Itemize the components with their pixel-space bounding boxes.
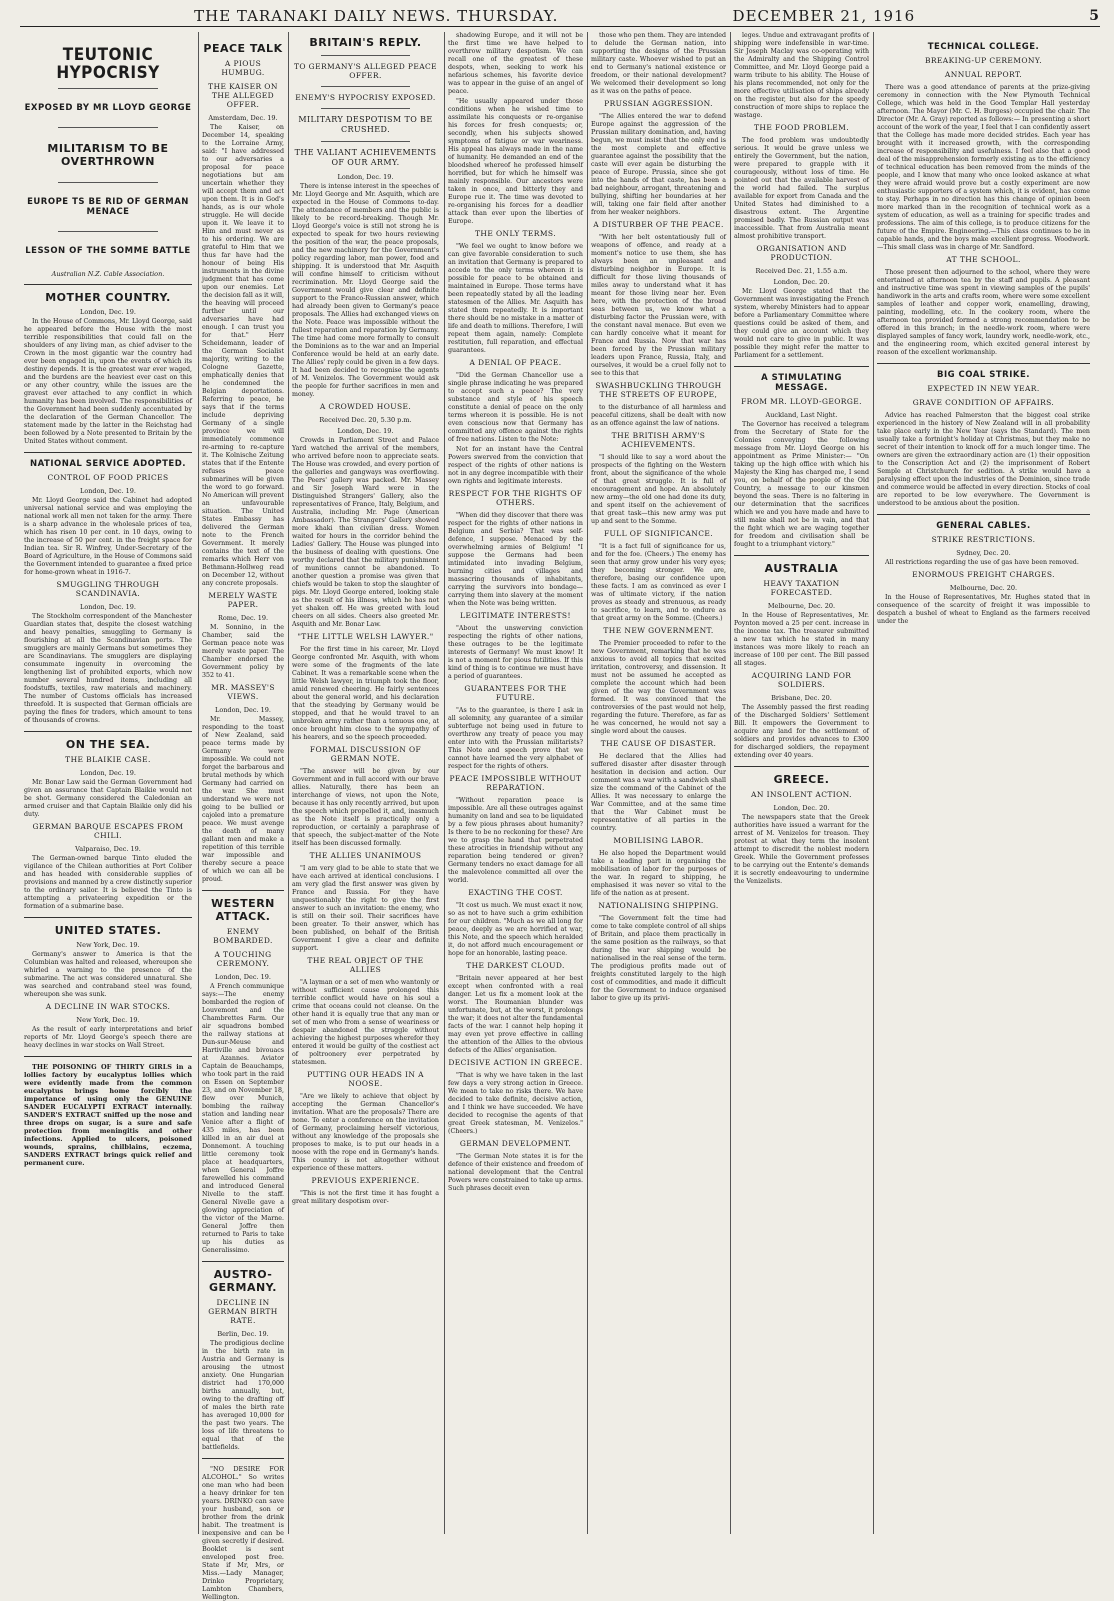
section-head-big-coal-strike: BIG COAL STRIKE. <box>936 370 1031 380</box>
article-text: In the House of Representatives, Mr. Hughes stated that in consequence of the scarcity of freight it was impossible to despatch a bushel of wheat to England as the farmers received under the <box>877 594 1090 625</box>
dateline: Amsterdam, Dec. 19. <box>208 114 278 122</box>
subhead-breaking-up: BREAKING-UP CEREMONY. <box>924 56 1043 65</box>
divider <box>58 231 159 232</box>
subhead-legitimate-interests: LEGITIMATE INTERESTS! <box>460 611 571 620</box>
section-head-austro-germany: AUSTRO-GERMANY. <box>208 1268 277 1294</box>
dateline: London, Dec. 19. <box>215 706 271 714</box>
subhead-new-government: THE NEW GOVERNMENT. <box>603 626 714 635</box>
article-text: There was a good attendance of parents at the prize-giving ceremony in connection with the New Plymouth Technical College, which was held in the Good Templar Hall yesterday afternoon. The Mayor (Mr. C. H. Burgess) occupied the chair. The Director (Mr. A. Gray) reported as follows:— In presenting a short account of the work of the year, I feel that I can confidently assert that the College has made more decided strides. Each year has brought with it increased growth, with the corresponding increase of responsibility and usefulness. I feel also that a good deal of the misapprehension formerly existing as to the efficiency of technical education has been removed from the minds of the people, and I know that many who once looked askance at what they were afraid would prove but a costly experiment are now enthusiastic supporters of a system which, it is evident, has come to stay. Perhaps in no direction has this change of opinion been more marked than in the recognition of technical work as a system of education, as well as a training for specific trades and professions. The aim of this college, is to produce citizens for the future of the Empire. Engineering.—This class continues to be in capable hands, and the boys make excellent progress. Woodwork.—This small class was in charge of Mr. Sandford. <box>877 84 1090 251</box>
dateline: London, Dec. 19. <box>80 308 136 316</box>
article-text: The newspapers state that the Greek authorities have issued a warrant for the arrest of M. Venizelos for treason. They protest at what they term the insolent attempt to discredit the noblest modern Greek. While the Government professes to be carrying out the Entente's demands it is secretly endeavouring to undermine the Venizelists. <box>734 814 869 885</box>
column-rule <box>730 32 731 1534</box>
article-text: There is intense interest in the speeches of Mr. Lloyd George and Mr. Asquith, which are expected in the House of Commons to-day. The attendance of members and the public is likely to be record-breaking. Though Mr. Lloyd George's voice is still not strong he is expected to speak for two hours reviewing the position of the war, the peace proposals, and the new machinery for the Government's policy regarding labor, man power, food and shipping. It is understood that Mr. Asquith will confine himself to criticism without recrimination. Mr. Lloyd George said the Government would give clear and definite support to the Franco-Russian answer, which had already been given to Germany's peace proposals. The Allies had exchanged views on the Note. Peace was impossible without the fullest reparation and reparation by Germany. The time had come more formally to consult the Dominions as to the war and an Imperial Conference would be held at an early date. The Allies' reply could be given in a few days. It had been decided to recognise the agents of M. Venizelos. The Government would ask the people for further sacrifices in men and money. <box>292 183 439 398</box>
dateline: London, Dec. 19. <box>80 487 136 495</box>
article-text: The prodigious decline in the birth rate in Austria and Germany is arousing the utmost anxiety. One Hungarian district had 170,000 births annually, but, owing to the drafting off of males the birth rate has averaged 10,000 for the past two years. The loss of life threatens to equal that of the battlefields. <box>202 1340 284 1451</box>
subhead-british-army: THE BRITISH ARMY'S ACHIEVEMENTS. <box>611 431 706 449</box>
dateline: New York, Dec. 19. <box>76 1016 140 1024</box>
subhead-mobilising-labor: MOBILISING LABOR. <box>613 836 704 845</box>
column-2 <box>202 32 284 1601</box>
subhead-somme: LESSON OF THE SOMME BATTLE <box>25 246 191 256</box>
subhead-heavy-taxation: HEAVY TAXATION FORECASTED. <box>763 579 840 597</box>
subhead-war-stocks: A DECLINE IN WAR STOCKS. <box>45 1002 171 1011</box>
divider <box>734 766 869 767</box>
subhead-noose: PUTTING OUR HEADS IN A NOOSE. <box>307 1070 424 1088</box>
article-text: In the House of Representatives, Mr. Poynton moved a 25 per cent. increase in the income tax. The treasurer submitted a new tax which he stated in many instances was more likely to reach an increase of 100 per cent. The Bill passed all stages. <box>734 612 869 667</box>
dateline: Melbourne, Dec. 20. <box>949 584 1018 592</box>
dateline: Auckland, Last Night. <box>765 411 838 419</box>
masthead <box>20 6 1100 27</box>
section-head-greece: GREECE. <box>773 773 830 786</box>
article-text: The Kaiser, on December 14, speaking to the Lorraine Army, said: "I have addressed to our adversaries a proposal for peace negotiations but am uncertain whether they will accept them and act upon them. It is in God's hands, as is our whole struggle. He will decide upon it. We leave it to Him and must never as to his ordering. We are grateful to Him that we thus far have had the honour of being His instruments in the divine judgment that has come upon our enemies. Let the decision fall as it will, the heaving will proceed further until our adversaries have had enough. I can trust you for that." Herr Scheidemann, leader of the German Socialist majority, writing to the Cologne Gazette, emphatically denies that he condemned the Belgian deportations. Referring to peace, he says that if the terms include depriving Germany of a single province we will immediately commence re-arming to re-capture it. The Kolnische Zeitung states that if the Entente refuses peace submarines will be given the word to go forward. No American will prevent an unfavourable situation. The United States Embassy has delivered the German note to the French Government. It merely contains the text of the remarks which Herr von Bethmann-Hollweg read on December 12, without any concrete proposals. <box>202 124 284 587</box>
divider <box>734 555 869 556</box>
section-head-mother-country: MOTHER COUNTRY. <box>45 291 171 304</box>
dateline: London, Dec. 20. <box>773 804 830 812</box>
section-head-on-the-sea: ON THE SEA. <box>65 738 151 751</box>
article-text: "It cost us much. We must exact it now, so as not to have such a grim exhibition for our children. "Much as we all long for peace, deeply as we are horrified at war, this Note, and the speech which heralded it, do not afford much encouragement or hope for an honorable, lasting peace. <box>448 902 583 957</box>
subhead-from-lloyd-george: FROM MR. LLOYD-GEORGE. <box>741 397 862 406</box>
subhead-strike-restrictions: STRIKE RESTRICTIONS. <box>931 535 1036 544</box>
article-text: "As to the guarantee, is there I ask in all solemnity, any guarantee of a similar subterfuge not being used in future to overthrow any treaty of peace you may enter into with the Prussian militarists? This Note and speech prove that we cannot have learned the very alphabet of respect for the rights of others. <box>448 707 583 770</box>
subhead-grave-condition: GRAVE CONDITION OF AFFAIRS. <box>912 398 1055 407</box>
article-text: A French communique says:—The enemy bombarded the region of Louvemont and the Chambrettes Farm. Our air squadrons bombed the railway stations at Dun-sur-Meuse and Hartiville and bivouacs at Azannes. Aviator Captain de Beauchamps, who took part in the raid on Essen on September 23, and on November 18, flew over Munich, bombing the railway station and landing near Venice after a flight of 435 miles, has been killed in an air duel at Donnemont. A touching little ceremony took place at headquarters, when General Joffre farewelled his command and introduced General Nivelle to the staff. General Nivelle gave a glowing appreciation of the victor of the Marne. General Joffre then returned to Paris to take up his duties as Generalissimo. <box>202 983 284 1254</box>
article-text: The Governor has received a telegram from the Secretary of State for the Colonies conveying the following message from Mr. Lloyd George on his appointment as Prime Minister:— "On taking up the high office with which his Majesty the King has charged me, I send you, on behalf of the people of the Old Country, a message to our kinsmen beyond the seas. There is no faltering in our determination that the sacrifices which we and you have made and have to still make shall not be in vain, and that the fight which we are waging together for freedom and civilisation shall be fought to a triumphant victory." <box>734 421 869 548</box>
article-text: Advice has reached Palmerston that the biggest coal strike experienced in the history of New Zealand will in all probability take place early in the New Year (says the Standard). The men usually take a fortnight's holiday at Christmas, but they make no secret of their intention to knock off for a much longer time. The owners are given the extraordinary action are (1) their opposition to the Conscription Act and (2) the imprisonment of Robert Semple at Christchurch for sedition. A strike would have a paralysing effect upon the industries of the Dominion, since trade and commerce would be affected in every direction. Stocks of coal are reported to be low everywhere. The Government is understood to be anxious about the position. <box>877 412 1090 507</box>
section-head-western-attack: WESTERN ATTACK. <box>211 897 275 923</box>
advertisement-sanders: THE POISONING OF THIRTY GIRLS in a lollies factory by eucalyptus lollies which were evidently made from the common eucalyptus brings home forcibly the importance of using only the GENUINE SANDER EUCALYPTI EXTRACT internally. SANDER'S EXTRACT sniffed up the nose and three drops on sugar, is a sure and safe protection from meningitis and other infections. Applied to ulcers, poisoned wounds, sprains, chilblains, eczema, SANDERS EXTRACT brings quick relief and permanent cure. <box>24 1063 192 1167</box>
divider <box>202 890 284 891</box>
dateline: New York, Dec. 19. <box>76 941 140 949</box>
divider <box>321 141 409 142</box>
subhead-europe: EUROPE TS BE RID OF GERMAN MENACE <box>27 197 189 217</box>
divider <box>734 366 869 367</box>
subhead-german-barque: GERMAN BARQUE ESCAPES FROM CHILI. <box>32 822 184 840</box>
column-rule <box>198 32 199 1534</box>
section-head-technical-college: TECHNICAL COLLEGE. <box>927 42 1040 52</box>
article-text: "With her belt ostentatiously full of weapons of offence, and ready at a moment's notice to use them, she has always been an unpleasant and disturbing neighbor in Europe. It is difficult for those living thousands of miles away to understand what it has meant for those living near her. Even here, with the protection of the broad seas between us, we know what a disturbing factor the Prussian were, with the constant naval menace. But even we can hardly conceive what it meant for France and Russia. Now that war has been forced by the Prussian military leaders upon France, Russia, Italy, and ourselves, it would be a cruel folly not to see to this that <box>591 234 726 377</box>
divider <box>58 88 159 89</box>
subhead-kaiser: THE KAISER ON THE ALLEGED OFFER. <box>208 82 278 109</box>
article-text: to the disturbance of all harmless and peaceful citizens, shall be dealt with now as an offence against the law of nations. <box>591 404 726 427</box>
subhead-alleged-offer: TO GERMANY'S ALLEGED PEACE OFFER. <box>293 62 438 80</box>
divider <box>202 1458 284 1459</box>
subhead-only-terms: THE ONLY TERMS. <box>474 229 556 238</box>
subhead-significance: FULL OF SIGNIFICANCE. <box>603 529 714 538</box>
dateline: London, Dec. 19. <box>80 603 136 611</box>
article-text: The food problem was undoubtedly serious. It would be grave unless we entirely the Government, but the nation, were prepared to grapple with it courageously, without loss of time. He pointed out that the available harvest of the world had failed. The surplus available for export from Canada and the United States had diminished to a disastrous extent. The Argentine promised badly. The Russian output was inaccessible. That from Australia meant almost prohibitive transport. <box>734 137 869 240</box>
subhead-pious-humbug: A PIOUS HUMBUG. <box>221 59 265 77</box>
subhead-achievements: THE VALIANT ACHIEVEMENTS OF OUR ARMY. <box>294 148 437 167</box>
column-1 <box>24 32 192 1534</box>
column-rule <box>587 32 588 1534</box>
subhead-annual-report: ANNUAL REPORT. <box>944 70 1023 79</box>
advertisement-drinko: "NO DESIRE FOR ALCOHOL." So writes one man who had been a heavy drinker for ten years. DRINKO can save your husband, son or brother from the drink habit. The treatment is inexpensive and can be given secretly if desired. Booklet is sent enveloped post free. State if Mr, Mrs, or Miss.—Lady Manager, Drinko Proprietary, Lambton Chambers, Wellington. <box>202 1465 284 1601</box>
article-text: "This is not the first time it has fought a great military despotism over- <box>292 1190 439 1205</box>
article-text: M. Sonnino, in the Chamber, said the German peace note was merely waste paper. The Chamber endorsed the Government policy by 352 to 41. <box>202 624 284 679</box>
dateline: Rome, Dec. 19. <box>217 614 269 622</box>
dateline: Brisbane, Dec. 20. <box>771 694 832 702</box>
subhead-blaikie: THE BLAIKIE CASE. <box>65 755 151 764</box>
section-head-britains-reply: BRITAIN'S REPLY. <box>309 36 422 49</box>
divider <box>58 127 159 128</box>
article-text: Mr. Massey, responding to the toast of New Zealand, said peace terms made by Germany were impossible. We could not forget the barbarous and brutal methods by which Germany had carried on the war. She must understand we were not going to be bullied or cajoled into a premature peace. We must avenge the death of many gallant men and make a repetition of this terrible war impossible and thereby secure a peace of which we can all be proud. <box>202 716 284 883</box>
subhead-cause-of-disaster: THE CAUSE OF DISASTER. <box>600 739 717 748</box>
article-text: He also hoped the Department would take a leading part in organising the mobilisation of labor for the purposes of the war. In regard to shipping, he emphasised it was never so vital to the life of the nation as at present. <box>591 850 726 897</box>
article-text: He declared that the Allies had suffered disaster after disaster through hesitation in decision and action. Our comment was a war with a sandwich shall size the command of the Cabinet of the Allies. It was necessary to enlarge the War Committee, and at the same time that the War Cabinet must be representative of all parties in the country. <box>591 753 726 832</box>
subhead-respect-rights: RESPECT FOR THE RIGHTS OF OTHERS. <box>448 489 583 507</box>
page-number: 5 <box>1089 8 1100 24</box>
dateline: Received Dec. 20, 5.30 p.m. <box>319 416 412 424</box>
dateline: London, Dec. 19. <box>215 973 271 981</box>
article-text: "That is why we have taken in the last few days a very strong action in Greece. We mean to take no risks there. We have decided to take definite, decisive action, and I think we have succeeded. We have decided to recognise the agents of that great Greek statesman, M. Venizelos." (Cheers.) <box>448 1072 583 1135</box>
dateline: London, Dec. 19. <box>337 427 394 435</box>
subhead-exacting-cost: EXACTING THE COST. <box>468 888 563 897</box>
subhead-decisive-action: DECISIVE ACTION IN GREECE. <box>448 1058 583 1067</box>
subhead-allies-unanimous: THE ALLIES UNANIMOUS <box>309 851 422 860</box>
subhead-prussian-aggression: PRUSSIAN AGGRESSION. <box>604 99 713 108</box>
subhead-welsh-lawyer: "THE LITTLE WELSH LAWYER." <box>297 632 434 641</box>
dateline: Received Dec. 21, 1.55 a.m. <box>755 267 848 275</box>
article-text: All restrictions regarding the use of gas have been removed. <box>885 559 1079 566</box>
section-head-general-cables: GENERAL CABLES. <box>936 521 1031 531</box>
article-text: "A layman or a set of men who wantonly or without sufficient cause prolonged this terrible conflict would have on his soul a crime that oceans could not cleanse. On the other hand it is equally true that any man or set of men who from a sense of weariness or despair abandoned the struggle without achieving the highest purposes wherefor they entered it would be guilty of the costliest act of poltroonery ever perpetrated by statesmen. <box>292 979 439 1066</box>
subhead-despotism: MILITARY DESPOTISM TO BE CRUSHED. <box>298 115 433 134</box>
dateline: Berlin, Dec. 19. <box>217 1330 269 1338</box>
subhead-waste-paper: MERELY WASTE PAPER. <box>208 591 278 609</box>
article-text: As the result of early interpretations and brief reports of Mr. Lloyd George's speech there are heavy declines in war stocks on Wall Street. <box>24 1026 192 1049</box>
article-text: Crowds in Parliament Street and Palace Yard watched the arrival of the members, who arrived before noon to appreciate seats. The House was crowded, and every portion of the galleries and gangways was overflowing. The Peers' gallery was packed. Mr. Massey and Sir Joseph Ward were in the Distinguished Strangers' Gallery, also the representatives of France, Italy, Belgium, and Australia, including Mr. Page (American Ambassador). The Strangers' Gallery showed more khaki than civilian dress. Women waited for hours in the corridor behind the Ladies' Gallery. The House was plunged into the business of dealing with questions. One worthy declared that the military punishment of munitions cannot be abandoned. To another question a promise was given that chiefs would be taken to stop the slaughter of pigs. Mr. Lloyd George entered, looking stale as the result of his illness, which he has not yet shaken off. He was greeted with loud cheers on all sides. Cheers also greeted Mr. Asquith and Mr. Bonar Law. <box>292 437 439 628</box>
subhead-hypocrisy: ENEMY'S HYPOCRISY EXPOSED. <box>295 93 436 102</box>
subhead-massey: MR. MASSEY'S VIEWS. <box>211 683 275 701</box>
section-head-stimulating-message: A STIMULATING MESSAGE. <box>761 373 842 393</box>
column-6 <box>734 32 869 1534</box>
article-text: leges. Undue and extravagant profits of shipping were indefensible in war-time. Sir Joseph Maclay was co-operating with the Admiralty and the Shipping Control Committee, and Mr. Lloyd George paid a warm tribute to his ability. The House of his plans recommended, not only for the more effective utilisation of ships already on the register, but also for the speedy construction of more ships to replace the wastage. <box>734 32 869 119</box>
article-text: "About the unswerving conviction respecting the rights of other nations, these outrages to be the legitimate interests of Germany! We must know! It is not a moment for pious futilities. If this kind of thing is to continue we must have a period of guarantees. <box>448 625 583 680</box>
article-text: "When did they discover that there was respect for the rights of other nations in Belgium and Serbia? That was self-defence, I suppose. Menaced by the overwhelming armies of Belgium! "I suppose the Germans had been intimidated into invading Belgium, burning cities and villages and massacring thousands of inhabitants, carrying the survivors into bondage—carrying them into slavery at the moment when the Note was being written. <box>448 512 583 607</box>
subhead-previous-experience: PREVIOUS EXPERIENCE. <box>311 1176 420 1185</box>
column-5 <box>591 32 726 1534</box>
subhead-german-development: GERMAN DEVELOPMENT. <box>459 1139 572 1148</box>
column-rule <box>288 32 289 1534</box>
column-7 <box>877 32 1090 1534</box>
article-text: Germany's answer to America is that the Columbian was halted and released, whereupon she whirled a warning to the presence of the submarine. The act was considered unnatural. She was searched and contraband steel was found, whereupon she was sunk. <box>24 951 192 998</box>
article-text: The German-owned barque Tinto eluded the vigilance of the Chilean authorities at Port Coliber and has headed with considerable supplies of provisions and manned by a crew distinctly superior to the ordinary sailor. It is believed the Tinto is attempting a privateering expedition or the formation of a submarine base. <box>24 855 192 910</box>
article-text: "The Allies entered the war to defend Europe against the aggression of the Prussian military domination, and, having begun, we must insist that the only end is the most complete and effective guarantee against the possibility that the caste will ever again be disturbing the peace of Europe. Prussia, since she got into the hands of that caste, has been a bad neighbour, arrogant, threatening and bullying, shifting her boundaries at her will, taking one fair field after another from her weaker neighbors. <box>591 113 726 216</box>
subhead-formal-discussion: FORMAL DISCUSSION OF GERMAN NOTE. <box>309 745 422 763</box>
subhead-peace-impossible: PEACE IMPOSSIBLE WITHOUT REPARATION. <box>449 774 582 792</box>
subhead-insolent-action: AN INSOLENT ACTION. <box>751 790 852 799</box>
subhead-ceremony: A TOUCHING CEREMONY. <box>214 950 272 968</box>
subhead-smuggling: SMUGGLING THROUGH SCANDINAVIA. <box>56 580 160 598</box>
dateline: Valparaiso, Dec. 19. <box>75 845 141 853</box>
article-text: "The answer will be given by our Government and in full accord with our brave allies. Naturally, there has been an interchange of views, not upon the Note, because it has only recently arrived, but upon the speech which propelled it, and, inasmuch as the Note itself is practically only a reproduction, or certainly a paraphrase of that speech, the subject-matter of the Note itself has been discussed formally. <box>292 768 439 847</box>
masthead-date: DECEMBER 21, 1916 <box>732 7 916 25</box>
column-rule <box>444 32 445 1534</box>
article-text: The Assembly passed the first reading of the Discharged Soldiers' Settlement Bill. It empowers the Government to acquire any land for the settlement of soldiers and provides advances to £300 for discharged soldiers, the repayment extending over 40 years. <box>734 704 869 759</box>
divider <box>321 55 409 56</box>
article-text: "The German Note states it is for the defence of their existence and freedom of national development that the Central Powers were constrained to take up arms. Such phrases deceit even <box>448 1153 583 1192</box>
subhead-food-prices: CONTROL OF FOOD PRICES <box>47 473 169 482</box>
dateline: London, Dec. 20. <box>773 278 830 286</box>
article-text: "It is a fact full of significance for us, and for the foe. (Cheers.) The enemy has seen that army grow under his very eyes; they becoming stronger. We are, therefore, basing our confidence upon these facts. I am as convinced as ever I was of ultimate victory, if the nation proves as steady and strenuous, as ready to sacrifice, to learn, and to endure as that great army on the Somme. (Cheers.) <box>591 543 726 622</box>
article-text: "Did the German Chancellor use a single phrase indicating he was prepared to accept such a peace? The very substance and style of his speech constitute a denial of peace on the only terms whereon it is possible. He is not even conscious now that Germany has committed any offence against the rights of free nations. Listen to the Note: <box>448 372 583 443</box>
subhead-disturber: A DISTURBER OF THE PEACE. <box>593 220 724 229</box>
subhead-freight-charges: ENORMOUS FREIGHT CHARGES. <box>912 570 1055 579</box>
divider <box>24 452 192 453</box>
subhead-real-object: THE REAL OBJECT OF THE ALLIES <box>307 956 424 974</box>
article-text: "We feel we ought to know before we can give favorable consideration to such an invitation that Germany is prepared to accede to the only terms whereon it is possible for peace to be obtained and maintained in Europe. Those terms have been repeatedly stated by all the leading statesmen of the Allies. Mr. Asquith has stated them repeatedly. It is important there should be no mistake in a matter of life and death to millions. Therefore, I will repeat them again, namely: Complete restitution, full reparation, and effectual guarantees. <box>448 243 583 354</box>
subhead-organisation: ORGANISATION AND PRODUCTION. <box>756 244 847 262</box>
article-text: For the first time in his career, Mr. Lloyd George confronted Mr. Asquith, with whom were some of the fragments of the late Cabinet. It was a remarkable scene when the little Welsh lawyer, in triumph took the floor, amid renewed cheering. He fairly sentences about the general world, and his declaration that the steadying by Germany would be stopped, and that he would travel to an unbroken army rather than a tenuous one, at once brought him close to the sympathy of his hearers, and so the speech proceeded. <box>292 646 439 741</box>
article-text: "Britain never appeared at her best except when confronted with a real danger. Let us fix a moment look at the worst. The Roumanian blunder was unfortunate, but, at the worst, it prolongs the war; it does not alter the fundamental facts of the war. I cannot help hoping it may even yet prove effective in calling the attention of the Allies to the obvious defects of the Allies' organisation. <box>448 975 583 1054</box>
article-text: Mr. Lloyd George stated that the Government was investigating the French system, whereby Ministers had to appear before a Parliamentary Committee where questions could be asked of them, and they could give an account which they would not care to give in public. It was possible they might refer the matter to Parliament for a settlement. <box>734 288 869 359</box>
divider <box>24 1056 192 1057</box>
divider <box>58 182 159 183</box>
divider <box>321 108 409 109</box>
subhead-militarism: MILITARISM TO BE OVERTHROWN <box>47 142 169 168</box>
article-text: "I am very glad to be able to state that we have each arrived at identical conclusions. I am very glad the first answer was given by France and Russia. For they have unquestionably the right to give the first answer to such an invitation: the enemy, who is still on their soil. Their sacrifices have been greater. To their answer, which has been published, on behalf of the British Government I give a clear and definite support. <box>292 865 439 952</box>
dateline: Sydney, Dec. 20. <box>956 549 1011 557</box>
subhead-darkest-cloud: THE DARKEST CLOUD. <box>466 961 565 970</box>
column-3 <box>292 32 439 1534</box>
dateline: Melbourne, Dec. 20. <box>767 602 836 610</box>
divider <box>202 1261 284 1262</box>
subhead-nationalising-shipping: NATIONALISING SHIPPING. <box>598 901 719 910</box>
section-head-australia: AUSTRALIA <box>764 562 839 575</box>
subhead-at-the-school: AT THE SCHOOL. <box>946 255 1021 264</box>
article-text: "He usually appeared under those conditions when he wished time to assimilate his conquests or re-organise his forces for fresh conquests; or, secondly, when his subjects showed symptoms of fatigue or war weariness. His appeal has always made in the name of humanity. He demanded an end of the bloodshed whereof he professed himself horrified, but for which he himself was mainly responsible. Our ancestors were taken in once, and bitterly they and Europe rue it. The time was devoted to re-organising his forces for a deadlier attack than ever upon the liberties of Europe. <box>448 98 583 225</box>
subhead-enemy-bombarded: ENEMY BOMBARDED. <box>213 927 273 945</box>
article-text: those who pen them. They are intended to delude the German nation, into supporting the designs of the Prussian military caste. Whoever wished to put an end to Germany's national existence or freedom, or their national development? We welcomed their development so long as it was on the paths of peace. <box>591 32 726 95</box>
subhead-exposed: EXPOSED BY MR LLOYD GEORGE <box>24 103 192 113</box>
subhead-food-problem: THE FOOD PROBLEM. <box>754 123 849 132</box>
article-text: Not for an instant have the Central Powers swerved from the conviction that respect of the rights of other nations is not in any degree incompatible with their own rights and legitimate interests. <box>448 446 583 485</box>
column-4 <box>448 32 583 1534</box>
article-text: Mr. Lloyd George said the Cabinet had adopted universal national service and was employing the national work all men not taken for the army. There is a sharp advance in the wholesale prices of tea, which has risen 10 per cent. in 10 days, owing to the increase of 50 per cent. in the freight space for Indian tea. Sir R. Winfrey, Under-Secretary of the Board of Agriculture, in the House of Commons said the Government intended to guarantee a fixed price for home-grown wheat in 1916-7. <box>24 497 192 576</box>
article-text: The Stockholm correspondent of the Manchester Guardian states that, despite the closest watching and heavy penalties, smuggling to Germany is flourishing at all the Scandinavian ports. The smugglers are mainly Germans but sometimes they are Scandinavians. The smugglers are displaying consummate ingenuity in overcoming the lengthening list of prohibited exports, which now number several hundred items, including all foodstuffs, textiles, raw materials and machinery. The number of Customs officials has increased threefold. It is suspected that German officials are paying the fines for traders, which amount to tens of thousands of crowns. <box>24 613 192 724</box>
article-text: Those present then adjourned to the school, where they were entertained at afternoon tea by the staff and pupils. A pleasant and instructive time was spent in viewing samples of the pupils' handiwork in the arts and crafts room, where were some excellent samples of leather and copper work, enamelling, drawing, painting, modelling, etc. In the cookery room, where the afternoon tea provided formed a strong recommendation to be offered in this branch; in the needle-work room, where were displayed samples of fancy work, laundry work, needle-work, etc., and the engineering room, which excited general interest by reason of the excellent workmanship. <box>877 269 1090 356</box>
divider <box>24 731 192 732</box>
subhead-crowded-house: A CROWDED HOUSE. <box>319 402 412 411</box>
divider <box>321 86 409 87</box>
section-head-united-states: UNITED STATES. <box>54 924 162 937</box>
subhead-denial-of-peace: A DENIAL OF PEACE. <box>469 358 562 367</box>
article-text: The Premier proceeded to refer to the new Government, remarking that he was anxious to avoid all topics that excited irritation, controversy, and dissension. It must not be assumed he accepted as complete the account which had been given of the way the Government was formed. It was convinced that the controversies of the past would not help, regarding the future. Therefore, as far as he was concerned, he would not say a single word about the causes. <box>591 640 726 735</box>
section-head-peace-talk: PEACE TALK <box>203 42 283 55</box>
cable-credit: Australian N.Z. Cable Association. <box>51 270 165 278</box>
divider <box>24 917 192 918</box>
article-text: "The Government felt the time had come to take complete control of all ships of Britain, and place them practically in the same position as the railways, so that during the war shipping would be nationalised in the real sense of the term. The prodigious profits made out of freights constituted largely to the high cost of commodities, and made it difficult for the Government to induce organised labor to give up its privi- <box>591 915 726 1002</box>
article-text: "I should like to say a word about the prospects of the fighting on the Western front, about the significance of the whole of that great struggle. It is full of encouragement and hope. An absolutely new army—the old one had done its duty, and spent itself on the achievement of that great task—this new army was put up and sent to the Somme. <box>591 454 726 525</box>
article-text: "Without reparation peace is impossible. Are all these outrages against humanity on land and sea to be liquidated by a few pious phrases about humanity? Is there to be no reckoning for these? Are we to grasp the hand that perpetrated these atrocities in friendship without any reparation being tendered or given? Germany tenders no exact damage for all the malevolence committed all over the world. <box>448 797 583 884</box>
dateline: London, Dec. 19. <box>80 769 136 777</box>
article-text: shadowing Europe, and it will not be the first time we have helped to overthrow military despotism. We can recall one of the greatest of these despots, when, seeking to work his nefarious schemes, his favorite device was to appear in the guise of an angel of peace. <box>448 32 583 95</box>
column-rule <box>873 32 874 1534</box>
masthead-title: THE TARANAKI DAILY NEWS. THURSDAY. <box>194 7 559 25</box>
subhead-swashbuckling: SWASHBUCKLING THROUGH THE STREETS OF EUROPE, <box>595 381 722 399</box>
article-text: In the House of Commons, Mr. Lloyd George, said he appeared before the House with the most terrible responsibilities that could fall on the shoulders of any living man, as chief adviser to the Crown in the most gigantic war the country had ever been engaged in, upon the events of which its destiny depends. It is the greatest war ever waged, and the burdens are the heaviest ever cast on this or any other country, while the issues are the gravest ever attached to any conflict in which humanity has been involved. The responsibilities of the Government had been suddenly accentuated by the declaration of the German Chancellor. The statement made by the latter in the Reichstag had been followed by a Note presented to Britain by the United States without comment. <box>24 318 192 445</box>
subhead-acquiring-land: ACQUIRING LAND FOR SOLDIERS. <box>751 671 852 689</box>
article-text: Mr. Bonar Law said the German Government had given an assurance that Captain Blaikie would not be shot. Germany considered the Caledonian an armed cruiser and that Captain Blaikie only did his duty. <box>24 779 192 818</box>
divider <box>24 284 192 285</box>
subhead-guarantees: GUARANTEES FOR THE FUTURE. <box>464 684 567 702</box>
divider <box>877 363 1090 364</box>
section-head-national-service: NATIONAL SERVICE ADOPTED. <box>30 459 186 469</box>
divider <box>877 514 1090 515</box>
headline-teutonic-hypocrisy: TEUTONIC HYPOCRISY <box>56 45 160 83</box>
article-text: "Are we likely to achieve that object by accepting the German Chancellor's invitation. What are the proposals? There are none. To enter a conference on the invitation of Germany, proclaiming herself victorious, without any knowledge of the proposals she proposes to make, is to put our heads in a noose with the rope end in Germany's hands. This country is not altogether without experience of these matters. <box>292 1093 439 1172</box>
subhead-new-year: EXPECTED IN NEW YEAR. <box>927 384 1040 393</box>
dateline: London, Dec. 19. <box>337 173 394 181</box>
subhead-birth-rate: DECLINE IN GERMAN BIRTH RATE. <box>208 1298 278 1325</box>
